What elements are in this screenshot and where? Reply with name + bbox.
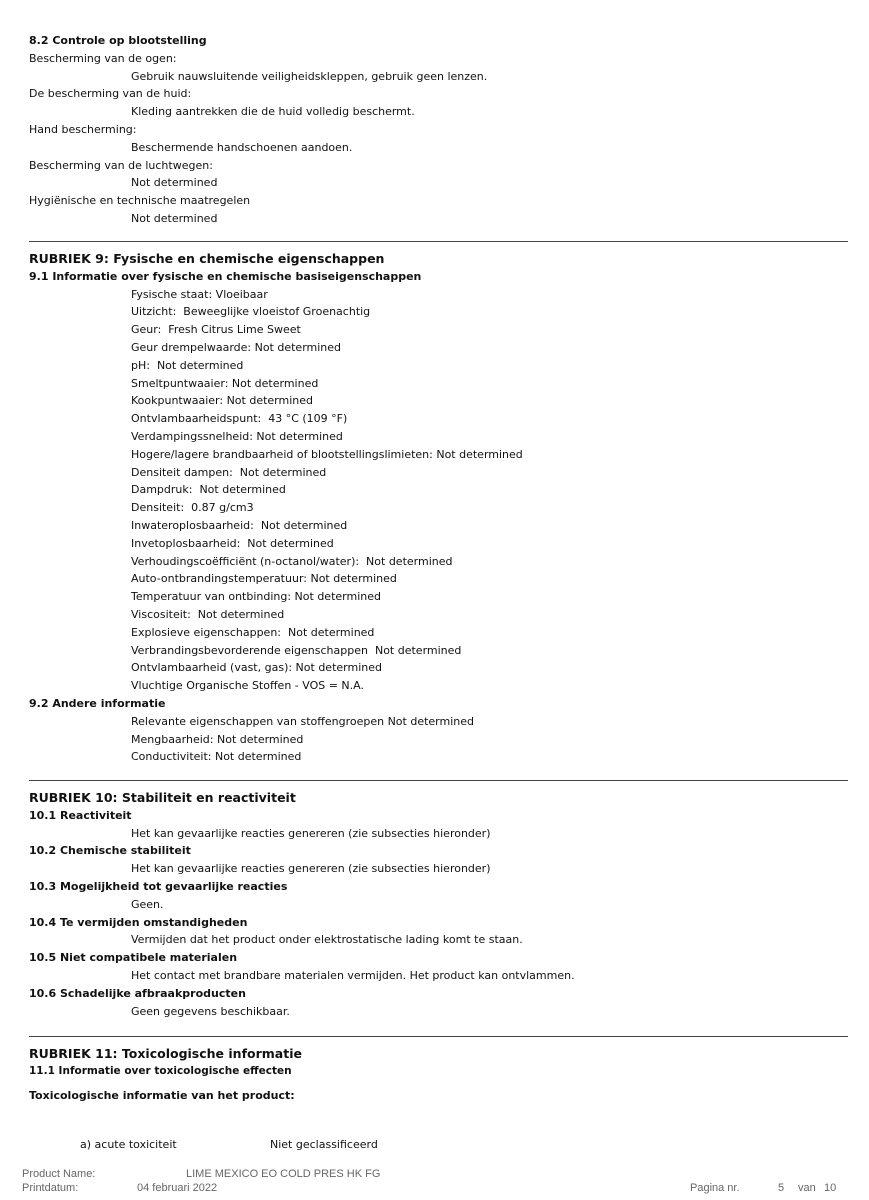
property-line: Smeltpuntwaaier: Not determined [131, 376, 319, 390]
subsection-heading: 10.4 Te vermijden omstandigheden [29, 915, 248, 929]
section-title: RUBRIEK 9: Fysische en chemische eigenschappen [29, 251, 385, 266]
property-line: Ontvlambaarheidspunt: 43 °C (109 °F) [131, 412, 348, 426]
property-line: Kookpuntwaaier: Not determined [131, 394, 313, 408]
subsection-heading: 10.3 Mogelijkheid tot gevaarlijke reacties [29, 879, 288, 893]
property-line: Densiteit: 0.87 g/cm3 [131, 501, 254, 515]
print-date-value: 04 februari 2022 [137, 1182, 218, 1194]
section-divider [29, 780, 848, 781]
subsection-text: Geen gegevens beschikbaar. [131, 1004, 290, 1018]
property-line: Dampdruk: Not determined [131, 483, 286, 497]
toxicity-label: a) acute toxiciteit [80, 1138, 177, 1151]
item-label: Hand bescherming: [29, 122, 137, 136]
item-label: Bescherming van de luchtwegen: [29, 158, 213, 172]
print-date-label: Printdatum: [22, 1182, 79, 1194]
item-label: Bescherming van de ogen: [29, 51, 177, 65]
page-number: 5 [778, 1182, 785, 1194]
subsection-text: Geen. [131, 897, 164, 911]
property-line: Verbrandingsbevorderende eigenschappen Not determined [131, 643, 462, 657]
property-line: Geur: Fresh Citrus Lime Sweet [131, 323, 301, 337]
section-9 [0, 250, 869, 766]
product-value: LIME MEXICO EO COLD PRES HK FG [186, 1168, 381, 1180]
property-line: Explosieve eigenschappen: Not determined [131, 625, 375, 639]
property-line: Inwateroplosbaarheid: Not determined [131, 518, 348, 532]
subsection-heading: 10.5 Niet compatibele materialen [29, 951, 238, 965]
item-value: Kleding aantrekken die de huid volledig beschermt. [131, 105, 415, 119]
property-line: Uitzicht: Beweeglijke vloeistof Groenachtig [131, 305, 371, 319]
property-line: Auto-ontbrandingstemperatuur: Not determined [131, 572, 397, 586]
property-line: pH: Not determined [131, 358, 244, 372]
item-value: Not determined [131, 211, 218, 225]
subsection-text: Het contact met brandbare materialen vermijden. Het product kan ontvlammen. [131, 968, 575, 982]
property-line: Fysische staat: Vloeibaar [131, 287, 268, 301]
section-title: RUBRIEK 10: Stabiliteit en reactiviteit [29, 790, 296, 805]
property-line: Vluchtige Organische Stoffen - VOS = N.A. [131, 679, 364, 693]
subsection-heading: 9.2 Andere informatie [29, 696, 166, 710]
section-8-2 [0, 32, 869, 228]
item-value: Beschermende handschoenen aandoen. [131, 140, 353, 154]
subsection-text: Het kan gevaarlijke reacties genereren (zie subsecties hieronder) [131, 826, 491, 840]
subsection-heading: 11.1 Informatie over toxicologische effecten [29, 1064, 292, 1077]
subsection-heading: 10.1 Reactiviteit [29, 808, 132, 822]
property-line: Geur drempelwaarde: Not determined [131, 340, 342, 354]
property-line: Densiteit dampen: Not determined [131, 465, 327, 479]
subsection-heading: 10.2 Chemische stabiliteit [29, 844, 191, 858]
section-heading: 8.2 Controle op blootstelling [29, 34, 207, 47]
subsection-text: Het kan gevaarlijke reacties genereren (zie subsecties hieronder) [131, 862, 491, 876]
property-line: Conductiviteit: Not determined [131, 750, 302, 764]
property-line: Verdampingssnelheid: Not determined [131, 429, 343, 443]
property-line: Invetoplosbaarheid: Not determined [131, 536, 334, 550]
property-line: Temperatuur van ontbinding: Not determined [131, 590, 381, 604]
property-line: Viscositeit: Not determined [131, 607, 285, 621]
section-divider [29, 241, 848, 242]
item-label: Hygiënische en technische maatregelen [29, 194, 251, 208]
property-line: Verhoudingscoëfficiënt (n-octanol/water): Not determined [131, 554, 453, 568]
subsection-text: Vermijden dat het product onder elektrostatische lading komt te staan. [131, 933, 523, 947]
property-line: Ontvlambaarheid (vast, gas): Not determined [131, 661, 382, 675]
page-separator: van [798, 1182, 816, 1194]
subsection-heading: Toxicologische informatie van het product: [29, 1088, 295, 1102]
product-label: Product Name: [22, 1168, 96, 1180]
section-divider [29, 1036, 848, 1037]
item-label: De bescherming van de huid: [29, 87, 192, 101]
property-line: Mengbaarheid: Not determined [131, 732, 304, 746]
section-title: RUBRIEK 11: Toxicologische informatie [29, 1046, 302, 1061]
section-11 [0, 1045, 869, 1104]
toxicity-value: Niet geclassificeerd [270, 1138, 378, 1151]
item-value: Not determined [131, 176, 218, 190]
page-total: 10 [824, 1182, 837, 1194]
page-label: Pagina nr. [690, 1182, 740, 1194]
property-line: Relevante eigenschappen van stoffengroepen Not determined [131, 714, 474, 728]
property-line: Hogere/lagere brandbaarheid of blootstellingslimieten: Not determined [131, 447, 523, 461]
section-10 [0, 789, 869, 1020]
item-value: Gebruik nauwsluitende veiligheidskleppen, gebruik geen lenzen. [131, 69, 488, 83]
subsection-heading: 10.6 Schadelijke afbraakproducten [29, 986, 246, 1000]
subsection-heading: 9.1 Informatie over fysische en chemische basiseigenschappen [29, 269, 422, 283]
property-list [0, 286, 869, 695]
